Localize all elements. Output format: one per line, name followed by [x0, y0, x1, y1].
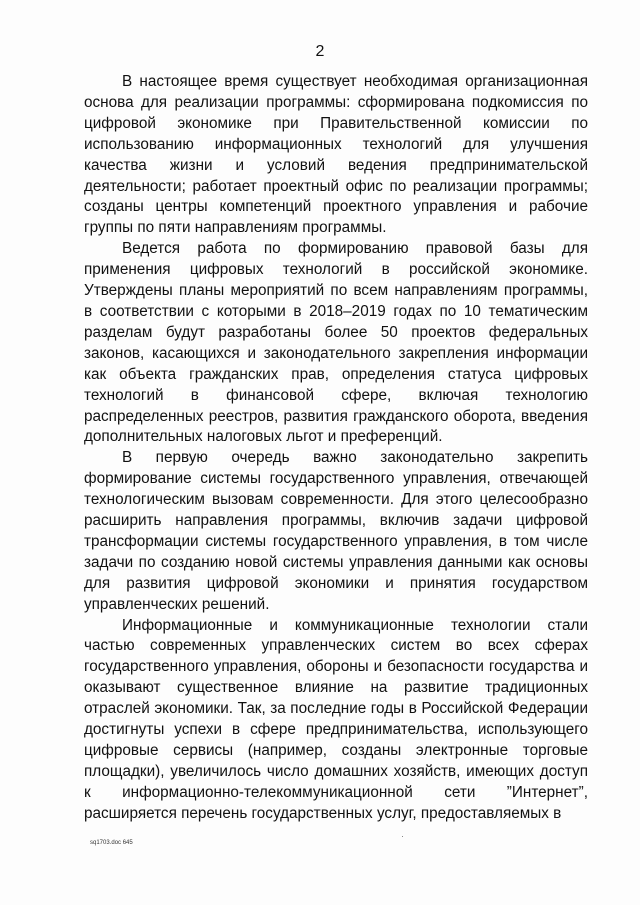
footer-file-code: sq1703.doc 645 — [90, 840, 133, 846]
scan-speck — [402, 836, 403, 837]
paragraph-4: Информационные и коммуникационные технологии стали частью современных управленческих систем во всех сферах государственного управления, обороны и безопасности государства и оказывают существенное влияние на развитие традиционных отраслей экономики. Так, за последние годы в Российской Федерации достигнуты успехи в сфере предпринимательства, использующего цифровые сервисы (например, созданы электронные торговые площадки), увеличилось число домашних хозяйств, имеющих доступ к информационно-телекоммуникационной сети ”Интернет”, расширяется перечень государственных услуг, предоставляемых в — [84, 616, 588, 822]
paragraph-1: В настоящее время существует необходимая организационная основа для реализации программы: сформирована подкомиссия по цифровой экономике при Правительственной комиссии по использованию информационных технологий для улучшения качества жизни и условий ведения предпринимательской деятельности; работает проектный офис по реализации программы; созданы центры компетенций проектного управления и рабочие группы по пяти направлениям программы. — [84, 73, 588, 237]
page-number: 2 — [315, 43, 325, 60]
body-text — [84, 72, 588, 825]
paragraph-3: В первую очередь важно законодательно закрепить формирование системы государственного управления, отвечающей технологическим вызовам современности. Для этого целесообразно расширить направления программы, включив задачи цифровой трансформации системы государственного управления, в том числе задачи по созданию новой системы управления данными как основы для развития цифровой экономики и принятия государством управленческих решений. — [84, 449, 588, 613]
paragraph-2: Ведется работа по формированию правовой базы для применения цифровых технологий в российской экономике. Утверждены планы мероприятий по всем направлениям программы, в соответствии с которыми в 2018–2019 годах по 10 тематическим разделам будут разработаны более 50 проектов федеральных законов, касающихся и законодательного закрепления информации как объекта гражданских прав, определения статуса цифровых технологий в финансовой сфере, включая технологию распределенных реестров, развития гражданского оборота, введения дополнительных налоговых льгот и преференций. — [84, 240, 588, 446]
